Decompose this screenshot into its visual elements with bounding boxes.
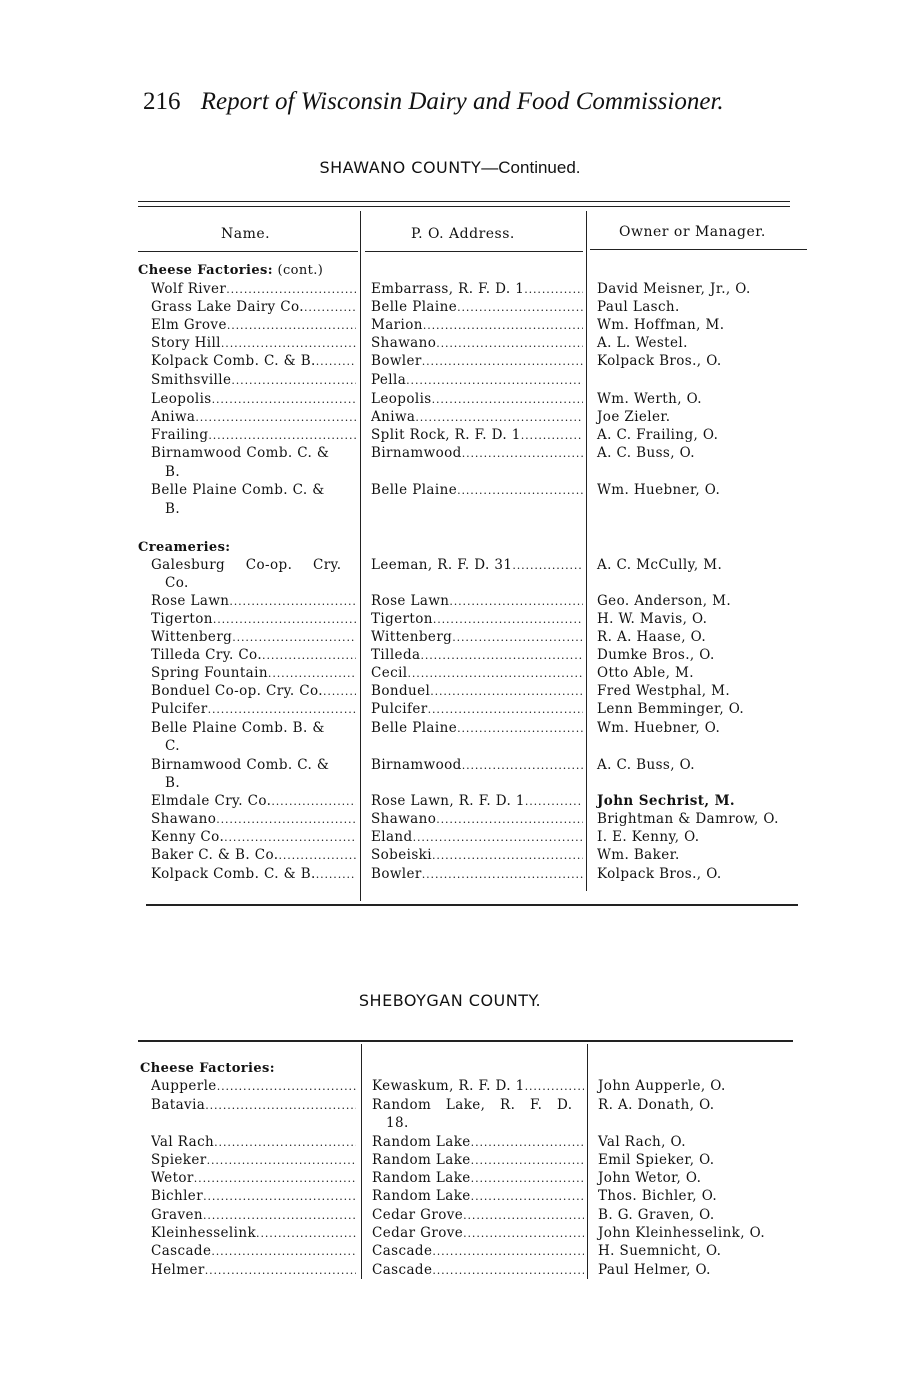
sheboygan-column-divider-1 (361, 1044, 362, 1279)
row-name: Belle Plaine Comb. C. & (151, 482, 325, 498)
row-address: Shawano (371, 811, 437, 827)
row-name: Tigerton (151, 611, 213, 627)
page-header (143, 88, 724, 116)
row-owner: A. C. Buss, O. (597, 757, 695, 773)
row-address: Random Lake (372, 1188, 471, 1204)
row-address: Leopolis (371, 391, 432, 407)
row-name: Kleinhesselink (151, 1225, 257, 1241)
col-header-address: P. O. Address. (411, 226, 515, 242)
shawano-county-name: SHAWANO COUNTY (319, 158, 482, 177)
row-address: Cedar Grove (372, 1207, 464, 1223)
row-address: Random Lake (372, 1170, 471, 1186)
row-name: Pulcifer (151, 701, 208, 717)
page-number: 216 (143, 88, 181, 115)
row-address: Aniwa (371, 409, 416, 425)
row-address: Tilleda (371, 647, 421, 663)
row-name: Baker C. & B. Co. (151, 847, 279, 863)
row-name: Birnamwood Comb. C. & (151, 445, 330, 461)
row-owner: Kolpack Bros., O. (597, 353, 722, 369)
header-underline-1 (138, 251, 358, 252)
row-address: Cedar Grove (372, 1225, 464, 1241)
row-name: Galesburg Co-op. Cry. (151, 557, 342, 573)
row-name: Leopolis (151, 391, 212, 407)
row-address: Eland (371, 829, 413, 845)
col-header-name: Name. (221, 226, 271, 242)
row-name: Belle Plaine Comb. B. & (151, 720, 325, 736)
row-name: Kolpack Comb. C. & B. (151, 866, 316, 882)
row-address: Random Lake (372, 1152, 471, 1168)
row-name-cont: B. (165, 501, 181, 517)
row-address: Birnamwood (371, 445, 462, 461)
row-owner: Wm. Huebner, O. (597, 482, 721, 498)
row-address: Sobeiski (371, 847, 432, 863)
row-address: Marion (371, 317, 423, 333)
row-owner: John Wetor, O. (598, 1170, 702, 1186)
row-address: Belle Plaine (371, 299, 458, 315)
row-owner: H. W. Mavis, O. (597, 611, 708, 627)
row-owner: Emil Spieker, O. (598, 1152, 715, 1168)
row-name: Aupperle (151, 1078, 217, 1094)
row-owner: Geo. Anderson, M. (597, 593, 732, 609)
row-name: Graven (151, 1207, 203, 1223)
row-address: Bonduel (371, 683, 431, 699)
row-owner: John Kleinhesselink, O. (598, 1225, 766, 1241)
row-address: Wittenberg (371, 629, 453, 645)
row-address: Random Lake, R. F. D. (372, 1097, 573, 1113)
row-owner: A. C. Buss, O. (597, 445, 695, 461)
row-owner: Joe Zieler. (597, 409, 671, 425)
row-address: Leeman, R. F. D. 31 (371, 557, 513, 573)
row-owner: Fred Westphal, M. (597, 683, 731, 699)
row-owner: H. Suemnicht, O. (598, 1243, 722, 1259)
row-name: Bichler (151, 1188, 204, 1204)
column-divider-2 (586, 211, 587, 891)
row-address-cont: 18. (386, 1115, 409, 1131)
row-owner: David Meisner, Jr., O. (597, 281, 751, 297)
row-owner: R. A. Donath, O. (598, 1097, 715, 1113)
row-name: Rose Lawn (151, 593, 230, 609)
row-owner: Wm. Hoffman, M. (597, 317, 725, 333)
row-address: Shawano (371, 335, 437, 351)
row-name: Wolf River (151, 281, 227, 297)
row-address: Rose Lawn (371, 593, 450, 609)
row-name: Grass Lake Dairy Co. (151, 299, 304, 315)
row-name: Cascade (151, 1243, 212, 1259)
row-name: Tilleda Cry. Co. (151, 647, 263, 663)
row-owner: Wm. Baker. (597, 847, 680, 863)
row-owner: A. L. Westel. (597, 335, 688, 351)
row-address: Belle Plaine (371, 720, 458, 736)
table-bottom-rule (146, 904, 798, 906)
row-address: Rose Lawn, R. F. D. 1 (371, 793, 525, 809)
page-title: Report of Wisconsin Dairy and Food Commissioner. (200, 88, 724, 115)
sheboygan-cheese-heading: Cheese Factories: (140, 1061, 275, 1076)
row-owner: Wm. Huebner, O. (597, 720, 721, 736)
row-owner: A. C. Frailing, O. (597, 427, 719, 443)
row-owner: Wm. Werth, O. (597, 391, 702, 407)
header-underline-3 (590, 249, 807, 250)
row-name: Bonduel Co-op. Cry. Co. (151, 683, 323, 699)
row-owner: Lenn Bemminger, O. (597, 701, 745, 717)
shawano-county-title (0, 158, 900, 178)
row-address: Embarrass, R. F. D. 1 (371, 281, 525, 297)
row-name: Shawano (151, 811, 217, 827)
row-name: Frailing (151, 427, 209, 443)
row-name: Birnamwood Comb. C. & (151, 757, 330, 773)
row-name: Spieker (151, 1152, 207, 1168)
col-header-owner: Owner or Manager. (619, 224, 766, 240)
row-name: Smithsville (151, 372, 232, 388)
row-name: Elmdale Cry. Co. (151, 793, 272, 809)
cheese-cont: (cont.) (272, 263, 324, 278)
row-name-cont: Co. (165, 575, 189, 591)
row-owner: John Aupperle, O. (598, 1078, 726, 1094)
row-name: Helmer (151, 1262, 205, 1278)
row-owner: Kolpack Bros., O. (597, 866, 722, 882)
row-owner: Paul Helmer, O. (598, 1262, 711, 1278)
row-address: Split Rock, R. F. D. 1 (371, 427, 521, 443)
sheboygan-county-name: SHEBOYGAN COUNTY. (358, 991, 542, 1010)
row-address: Bowler (371, 866, 422, 882)
sheboygan-top-rule (138, 1040, 793, 1042)
row-address: Cascade (372, 1262, 433, 1278)
sheboygan-county-title (0, 991, 900, 1010)
row-name: Batavia (151, 1097, 206, 1113)
row-owner: Brightman & Damrow, O. (597, 811, 779, 827)
row-name: Wittenberg (151, 629, 233, 645)
row-address: Birnamwood (371, 757, 462, 773)
row-address: Pulcifer (371, 701, 428, 717)
row-owner: Val Rach, O. (598, 1134, 686, 1150)
row-name-cont: B. (165, 464, 181, 480)
row-owner: B. G. Graven, O. (598, 1207, 715, 1223)
row-address: Cecil (371, 665, 408, 681)
row-name: Elm Grove (151, 317, 227, 333)
row-owner: Dumke Bros., O. (597, 647, 715, 663)
row-owner: Thos. Bichler, O. (598, 1188, 718, 1204)
sheboygan-column-divider-2 (587, 1044, 588, 1279)
row-name: Kolpack Comb. C. & B. (151, 353, 316, 369)
table-top-rule-2 (138, 206, 790, 207)
row-address: Random Lake (372, 1134, 471, 1150)
row-owner: John Sechrist, M. (597, 793, 736, 809)
row-name: Story Hill (151, 335, 221, 351)
row-address: Bowler (371, 353, 422, 369)
row-address: Tigerton (371, 611, 433, 627)
continued-label: —Continued. (481, 158, 581, 177)
column-divider-1 (360, 211, 361, 901)
creameries-heading: Creameries: (138, 540, 231, 555)
cheese-heading: Cheese Factories: (138, 263, 273, 278)
row-name-cont: B. (165, 775, 181, 791)
row-owner: A. C. McCully, M. (597, 557, 723, 573)
row-owner: R. A. Haase, O. (597, 629, 707, 645)
row-owner: I. E. Kenny, O. (597, 829, 700, 845)
row-name: Kenny Co. (151, 829, 225, 845)
row-name: Spring Fountain (151, 665, 268, 681)
row-owner: Paul Lasch. (597, 299, 680, 315)
row-address: Belle Plaine (371, 482, 458, 498)
row-address: Kewaskum, R. F. D. 1 (372, 1078, 525, 1094)
row-name: Aniwa (151, 409, 196, 425)
row-name: Wetor (151, 1170, 194, 1186)
row-name: Val Rach (151, 1134, 215, 1150)
row-owner: Otto Able, M. (597, 665, 694, 681)
row-address: Pella (371, 372, 407, 388)
table-top-rule (138, 201, 790, 202)
row-address: Cascade (372, 1243, 433, 1259)
row-name-cont: C. (165, 738, 180, 754)
header-underline-2 (365, 251, 583, 252)
